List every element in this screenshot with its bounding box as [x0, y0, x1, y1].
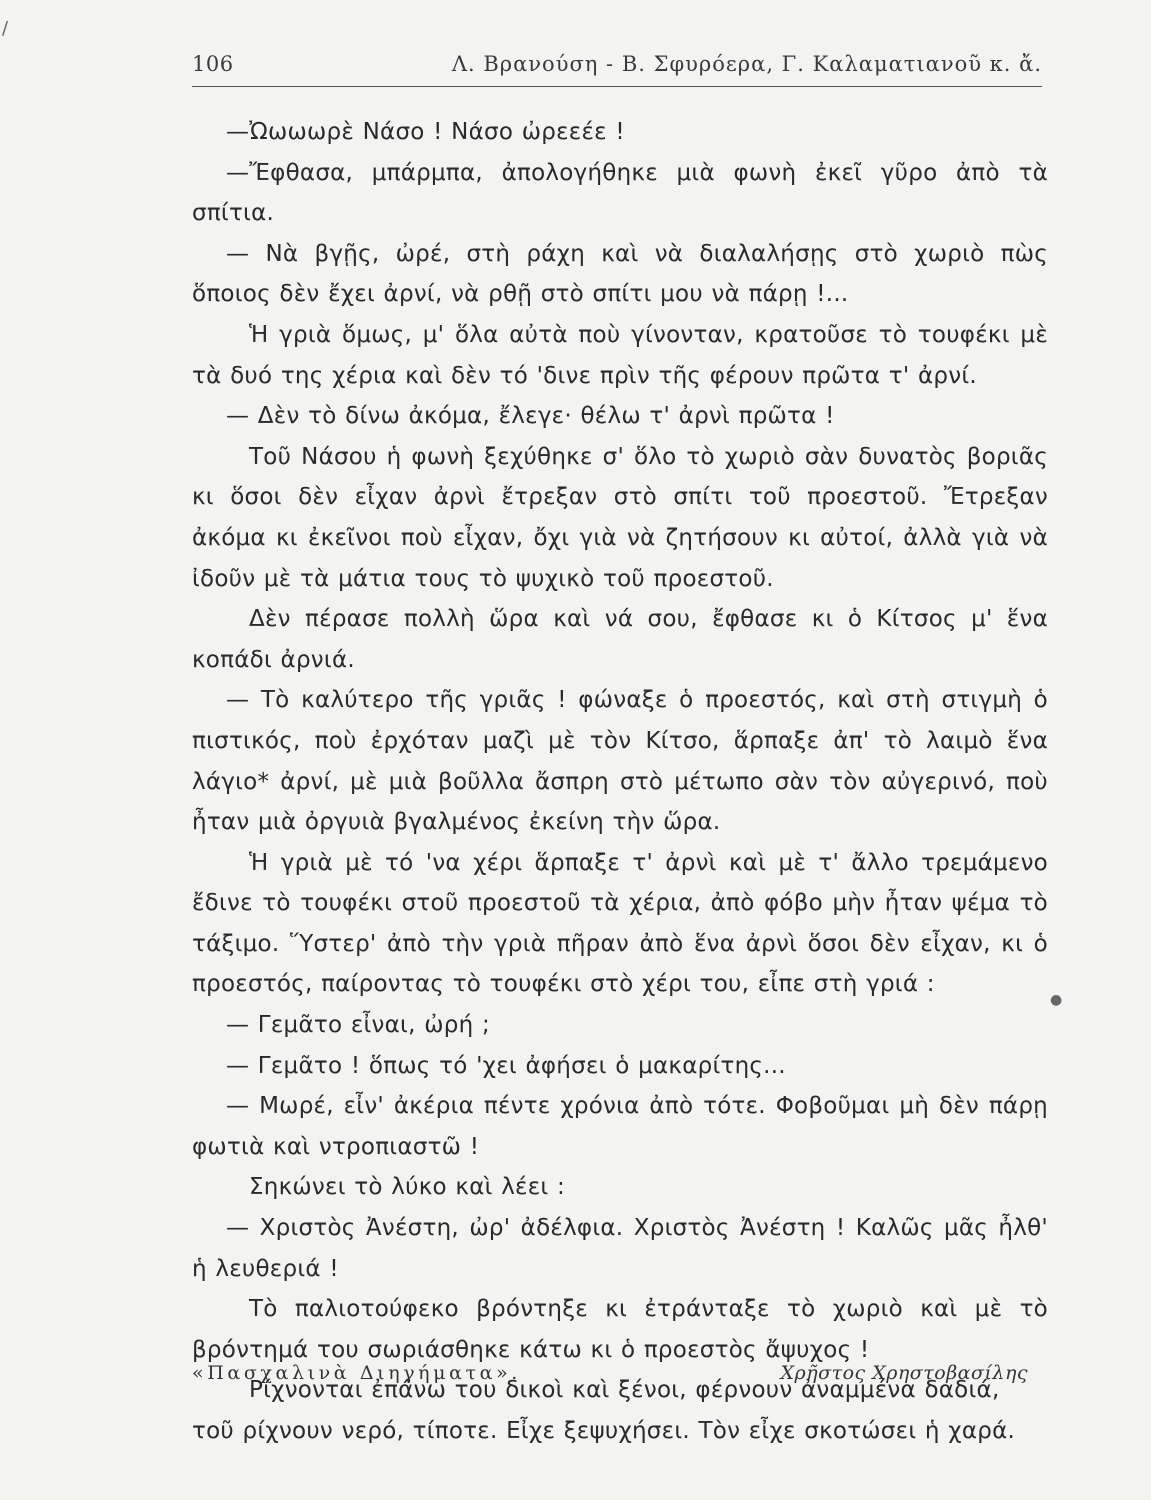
page-number: 106 — [192, 52, 234, 76]
body-text — [192, 112, 1048, 1452]
page-footer — [192, 1362, 1028, 1392]
header-rule — [192, 86, 1042, 87]
page-header — [192, 48, 1042, 88]
paragraph: Ρίχνονται ἐπάνω του δικοὶ καὶ ξένοι, φέρνουν ἀναμμένα δαδιά, τοῦ ρίχνουν νερό, τίποτε. Εἶχε ξεψυχήσει. Τὸν εἶχε σκοτώσει ἡ χαρά. — [192, 1377, 1016, 1444]
paragraph: Ἡ γριὰ μὲ τό 'να χέρι ἅρπαξε τ' ἀρνὶ καὶ μὲ τ' ἄλλο τρεμάμενο ἔδινε τὸ τουφέκι στοῦ προεστοῦ τὰ χέρια, ἀπὸ φόβο μὴν ἦταν ψέμα τὸ τάξιμο. Ὕστερ' ἀπὸ τὴν γριὰ πῆραν ἀπὸ ἕνα ἀρνὶ ὅσοι δὲν εἶχαν, κι ὁ προεστός, παίροντας τὸ τουφέκι στὸ χέρι του, εἶπε στὴ γριά : — [192, 849, 1048, 998]
paragraph: — Δὲν τὸ δίνω ἀκόμα, ἔλεγε· θέλω τ' ἀρνὶ πρῶτα ! — [226, 403, 835, 430]
paragraph: —Ὠωωωρὲ Νάσο ! Νάσο ὠρεεέε ! — [226, 119, 625, 145]
paragraph: — Μωρέ, εἶν' ἀκέρια πέντε χρόνια ἀπὸ τότε. Φοβοῦμαι μὴ δὲν πάρῃ φωτιὰ καὶ ντροπιαστῶ ! — [192, 1093, 1048, 1160]
paragraph: — Γεμᾶτο ! ὅπως τό 'χει ἀφήσει ὁ μακαρίτης... — [226, 1052, 786, 1079]
paragraph: Ἡ γριὰ ὅμως, μ' ὅλα αὐτὰ ποὺ γίνονταν, κρατοῦσε τὸ τουφέκι μὲ τὰ δυό της χέρια καὶ δὲν τό 'δινε πρὶν τῆς φέρουν πρῶτα τ' ἀρνί. — [192, 321, 1048, 389]
paragraph: Τοῦ Νάσου ἡ φωνὴ ξεχύθηκε σ' ὅλο τὸ χωριὸ σὰν δυνατὸς βοριᾶς κι ὅσοι δὲν εἶχαν ἀρνὶ ἔτρεξαν στὸ σπίτι τοῦ προεστοῦ. Ἔτρεξαν ἀκόμα κι ἐκεῖνοι ποὺ εἶχαν, ὄχι γιὰ νὰ ζητήσουν κι αὐτοί, ἀλλὰ γιὰ νὰ ἰδοῦν μὲ τὰ μάτια τους τὸ ψυχικὸ τοῦ προεστοῦ. — [192, 443, 1048, 592]
paragraph: Τὸ παλιοτούφεκο βρόντηξε κι ἐτράνταξε τὸ χωριὸ καὶ μὲ τὸ βρόντημά του σωριάσθηκε κάτω κι ὁ προεστὸς ἄψυχος ! — [192, 1296, 1048, 1363]
running-title: Λ. Βρανούση - Β. Σφυρόερα, Γ. Καλαματιανοῦ κ. ἄ. — [451, 52, 1042, 76]
author-name: Χρῆστος Χρηστοβασίλης — [780, 1362, 1028, 1384]
paragraph: Δὲν πέρασε πολλὴ ὥρα καὶ νά σου, ἔφθασε κι ὁ Κίτσος μ' ἕνα κοπάδι ἀρνιά. — [192, 606, 1048, 673]
margin-dot: ● — [1050, 992, 1063, 1008]
paragraph: — Τὸ καλύτερο τῆς γριᾶς ! φώναξε ὁ προεστός, καὶ στὴ στιγμὴ ὁ πιστικός, ποὺ ἐρχόταν μαζὶ μὲ τὸν Κίτσο, ἅρπαξε ἀπ' τὸ λαιμὸ ἕνα λάγιο* ἀρνί, μὲ μιὰ βοῦλλα ἄσπρη στὸ μέτωπο σὰν τὸν αὐγερινό, ποὺ ἦταν μιὰ ὀργυιὰ βγαλμένος ἐκείνη τὴν ὥρα. — [192, 687, 1048, 836]
margin-mark: / — [2, 18, 9, 39]
source-citation: «Πασχαλινὰ Διηγήματα». — [192, 1362, 521, 1384]
paragraph: — Γεμᾶτο εἶναι, ὠρή ; — [226, 1012, 490, 1039]
paragraph: Σηκώνει τὸ λύκο καὶ λέει : — [249, 1174, 566, 1201]
paragraph: —Ἔφθασα, μπάρμπα, ἀπολογήθηκε μιὰ φωνὴ ἐκεῖ γῦρο ἀπὸ τὰ σπίτια. — [192, 159, 1048, 227]
paragraph: — Νὰ βγῇς, ὠρέ, στὴ ράχη καὶ νὰ διαλαλήσῃς στὸ χωριὸ πὼς ὅποιος δὲν ἔχει ἀρνί, νὰ ρθῇ στὸ σπίτι μου νὰ πάρῃ !... — [192, 240, 1048, 308]
paragraph: — Χριστὸς Ἀνέστη, ὠρ' ἀδέλφια. Χριστὸς Ἀνέστη ! Καλῶς μᾶς ἦλθ' ἡ λευθεριά ! — [192, 1215, 1048, 1282]
